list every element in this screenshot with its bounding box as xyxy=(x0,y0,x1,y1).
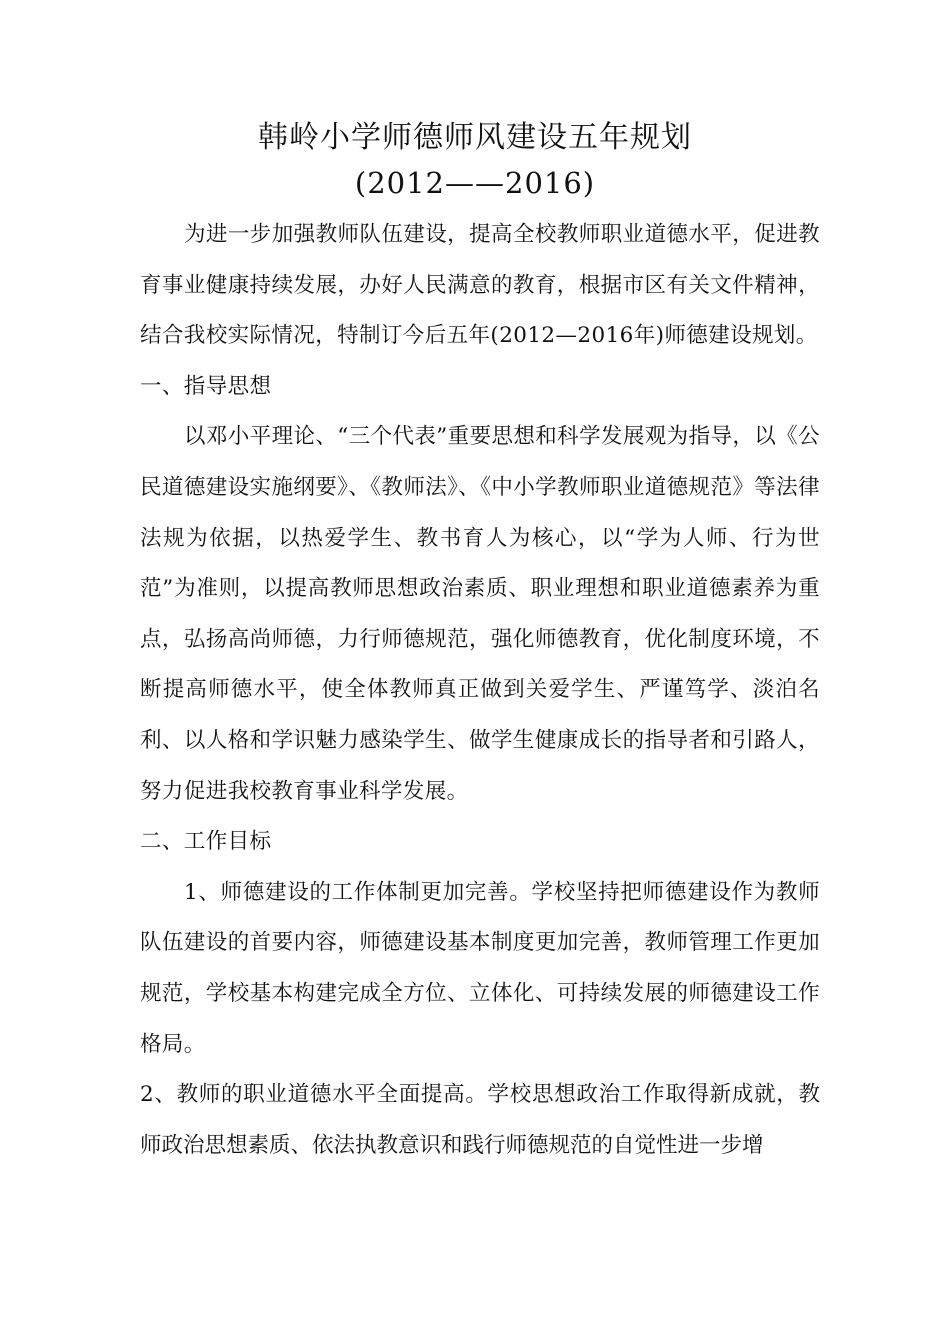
section-heading-guiding-thought: 一、指导思想 xyxy=(140,373,272,399)
document-body xyxy=(140,210,820,1171)
work-goal-item-2: 2、教师的职业道德水平全面提高。学校思想政治工作取得新成就，教师政治思想素质、依法执教意识和践行师德规范的自觉性进一步增 xyxy=(140,1082,820,1158)
document-title: 韩岭小学师德师风建设五年规划 xyxy=(258,120,692,155)
document-subtitle: (2012——2016) xyxy=(354,166,596,200)
intro-paragraph: 为进一步加强教师队伍建设，提高全校教师职业道德水平，促进教育事业健康持续发展，办好人民满意的教育，根据市区有关文件精神，结合我校实际情况，特制订今后五年(2012—2016年)师德建设规划。 xyxy=(140,222,820,349)
guiding-thought-paragraph: 以邓小平理论、“三个代表”重要思想和科学发展观为指导，以《公民道德建设实施纲要》、《教师法》、《中小学教师职业道德规范》等法律法规为依据，以热爱学生、教书育人为核心，以“学为人师、行为世范”为准则，以提高教师思想政治素质、职业理想和职业道德素养为重点，弘扬高尚师德，力行师德规范，强化师德教育，优化制度环境，不断提高师德水平，使全体教师真正做到关爱学生、严谨笃学、淡泊名利、以人格和学识魅力感染学生、做学生健康成长的指导者和引路人，努力促进我校教育事业科学发展。 xyxy=(140,424,820,804)
section-heading-work-goals: 二、工作目标 xyxy=(140,829,272,855)
work-goal-item-1: 1、师德建设的工作体制更加完善。学校坚持把师德建设作为教师队伍建设的首要内容，师德建设基本制度更加完善，教师管理工作更加规范，学校基本构建完成全方位、立体化、可持续发展的师德建设工作格局。 xyxy=(140,879,820,1057)
